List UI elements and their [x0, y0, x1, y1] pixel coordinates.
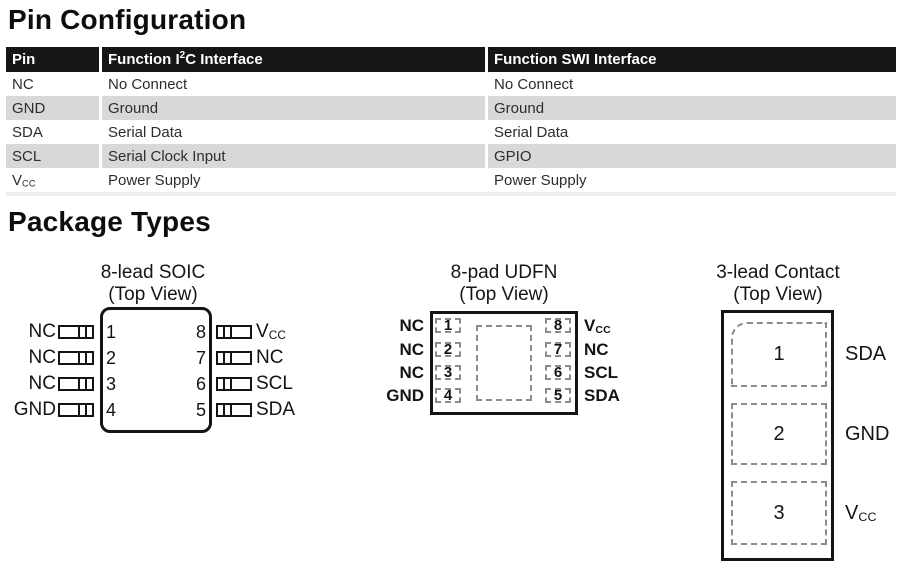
swi-cell: Serial Data	[485, 120, 896, 144]
contact-pad-label: GND	[845, 423, 890, 445]
udfn-pad: 8	[545, 318, 571, 333]
udfn-pad: 7	[545, 342, 571, 357]
pin-cell-vcc: VCC	[6, 168, 99, 192]
soic-lead	[216, 377, 252, 391]
pin-cell: GND	[6, 96, 99, 120]
udfn-left-pad-label: GND	[386, 386, 424, 405]
swi-cell: Power Supply	[485, 168, 896, 192]
pin-cell: SDA	[6, 120, 99, 144]
swi-column-header: Function SWI Interface	[485, 47, 896, 72]
pin-cell: NC	[6, 72, 99, 96]
table-row	[6, 168, 896, 192]
soic-lead	[58, 325, 94, 339]
soic-pin-number: 8	[195, 322, 206, 342]
soic-pin-number: 5	[195, 400, 206, 420]
swi-cell: No Connect	[485, 72, 896, 96]
soic-pin-number: 3	[106, 374, 117, 394]
contact-pad-label-vcc: VCC	[845, 502, 877, 525]
udfn-pad: 4	[435, 388, 461, 403]
contact-title	[688, 262, 868, 306]
udfn-left-pad-label: NC	[399, 363, 424, 382]
udfn-pad: 5	[545, 388, 571, 403]
udfn-title	[384, 262, 624, 306]
table-row	[6, 72, 896, 96]
swi-cell: Ground	[485, 96, 896, 120]
soic-lead	[216, 325, 252, 339]
contact-pad: 1	[731, 322, 827, 387]
soic-pin-number: 4	[106, 400, 117, 420]
contact-title-line: 3-lead Contact	[716, 262, 840, 283]
i2c-cell: Power Supply	[99, 168, 485, 192]
udfn-pad: 3	[435, 365, 461, 380]
i2c-cell: Serial Clock Input	[99, 144, 485, 168]
i2c-cell: Ground	[99, 96, 485, 120]
contact-subtitle: (Top View)	[733, 284, 823, 305]
vcc-subscript: CC	[268, 329, 287, 343]
soic-title	[58, 262, 248, 306]
soic-pin-number: 6	[195, 374, 206, 394]
soic-right-pin-label: SDA	[256, 399, 296, 420]
pin-configuration-heading: Pin Configuration	[8, 4, 247, 35]
soic-lead	[216, 403, 252, 417]
soic-pin-number: 7	[195, 348, 206, 368]
pin-table-header-row	[6, 47, 896, 72]
soic-lead	[58, 377, 94, 391]
soic-left-pin-label: NC	[28, 373, 56, 394]
udfn-right-pad-label: NC	[584, 340, 609, 359]
udfn-right-pad-label-vcc: VCC	[584, 316, 611, 336]
udfn-left-pad-label: NC	[399, 340, 424, 359]
soic-right-pin-label: SCL	[256, 373, 293, 394]
table-row	[6, 96, 896, 120]
soic-pin-number: 1	[106, 322, 117, 342]
udfn-thermal-pad	[476, 325, 532, 401]
vcc-subscript: CC	[858, 510, 877, 525]
package-types-heading: Package Types	[8, 206, 211, 237]
udfn-package-diagram	[330, 250, 660, 470]
soic-right-pin-label: NC	[256, 347, 284, 368]
soic-right-pin-label-vcc: VCC	[256, 321, 287, 343]
soic-lead	[58, 403, 94, 417]
i2c-cell: No Connect	[99, 72, 485, 96]
vcc-subscript: CC	[595, 323, 611, 336]
table-row	[6, 144, 896, 168]
contact-package-diagram	[660, 250, 900, 572]
contact-pad: 2	[731, 403, 827, 465]
soic-title-line: 8-lead SOIC	[100, 262, 206, 283]
udfn-title-line: 8-pad UDFN	[450, 262, 558, 283]
udfn-pad: 1	[435, 318, 461, 333]
soic-left-pin-label: GND	[13, 399, 56, 420]
soic-pin-number: 2	[106, 348, 117, 368]
udfn-pad: 2	[435, 342, 461, 357]
i2c-cell: Serial Data	[99, 120, 485, 144]
table-row	[6, 120, 896, 144]
contact-pad: 3	[731, 481, 827, 545]
udfn-right-pad-label: SCL	[584, 363, 618, 382]
udfn-subtitle: (Top View)	[459, 284, 549, 305]
udfn-left-pad-label: NC	[399, 316, 424, 335]
vcc-subscript: CC	[22, 178, 36, 189]
pin-cell: SCL	[6, 144, 99, 168]
soic-lead	[216, 351, 252, 365]
soic-subtitle: (Top View)	[108, 284, 198, 305]
udfn-pad: 6	[545, 365, 571, 380]
contact-pad-label: SDA	[845, 343, 887, 365]
udfn-right-pad-label: SDA	[584, 386, 620, 405]
i2c-column-header: Function $I^2C$ Interface	[99, 47, 485, 72]
swi-cell: GPIO	[485, 144, 896, 168]
soic-left-pin-label: NC	[28, 347, 56, 368]
pin-column-header: Pin	[6, 47, 99, 72]
soic-package-diagram	[0, 250, 330, 470]
superscript-2: 2	[179, 50, 186, 61]
soic-left-pin-label: NC	[28, 321, 56, 342]
pin-table	[6, 47, 896, 196]
soic-lead	[58, 351, 94, 365]
